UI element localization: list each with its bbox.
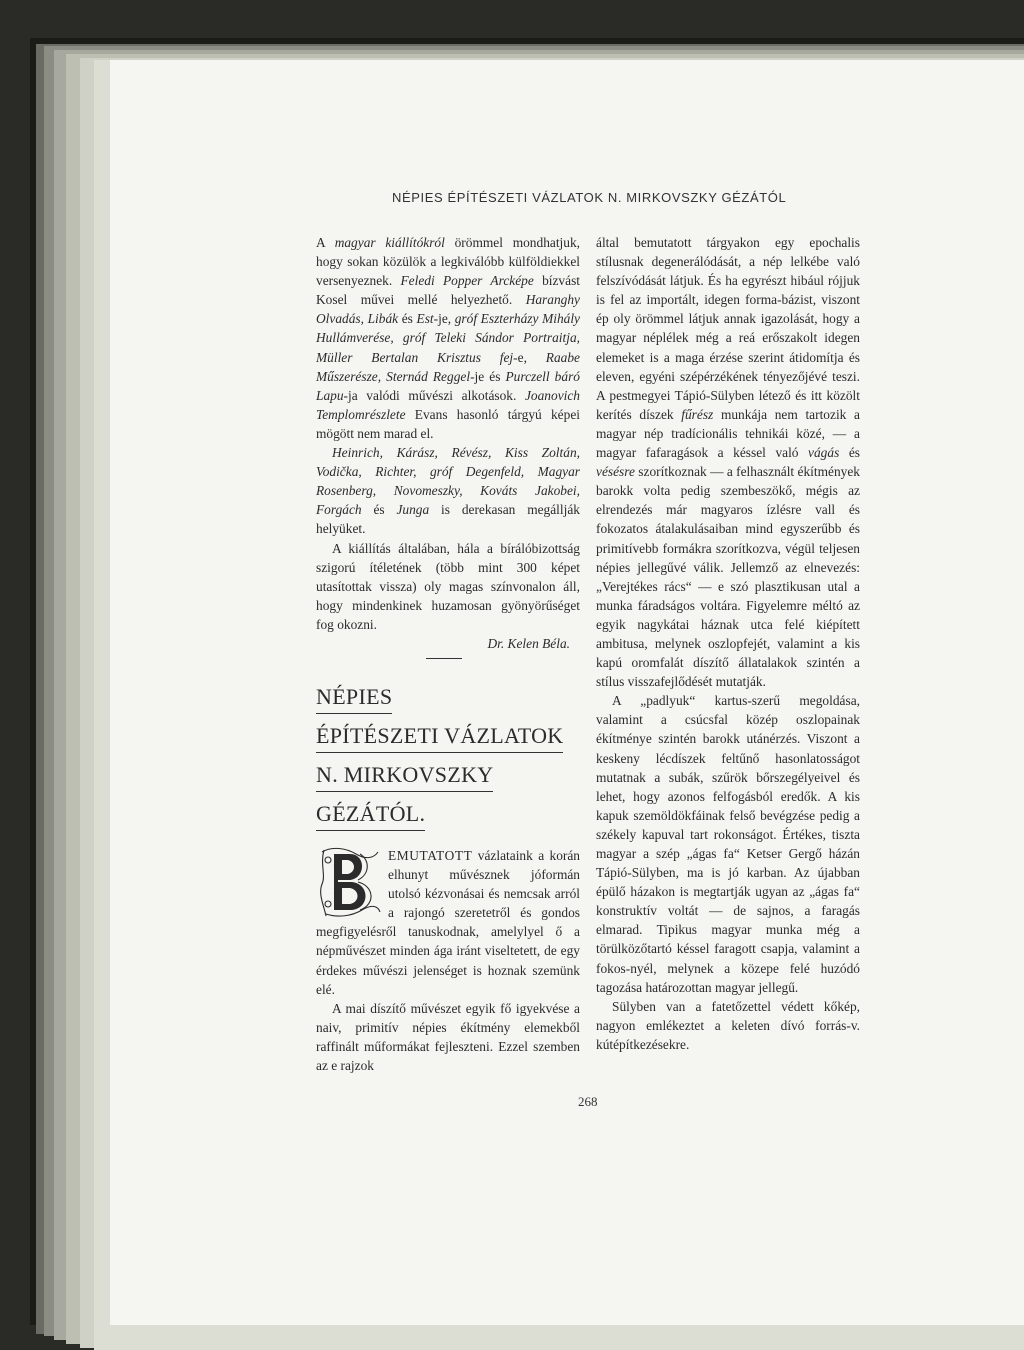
article-paragraph: A „padlyuk“ kartus-szerű megoldása, valamint a csúcsfal közép oszlopainak ékítménye szintén barokk utánérzés. Viszont a keskeny lécdíszek feltűnő hasonlatosságot mutatnak a subák, szűrök bőrszegélyeivel és lehet, hogy azonos felfogásból eredők. A kis kapuk szemöldökfáinak felső bevégzése pedig a székely kapuval tart rokonságot. Értékes, tiszta magyar a szép „ágas fa“ Ketser Gergő házán Tápió-Sülyben, ma is jó karban. Az újabban épülő házakon is megtartják ugyan az „ágas fa“ konstruktív voltát — de sajnos, a faragás elmarad. Tipikus magyar munka még a törülközőtartó késsel faragott csapja, valamint a fokos-nyél, melynek a közepe felé huzódó tagozása határozottan magyar jellegű. <box>596 693 860 995</box>
italic-name: vésésre <box>596 464 635 480</box>
opening-caps: EMUTATOTT <box>388 848 473 863</box>
headline-line: N. MIRKOVSZKY <box>316 762 493 792</box>
headline-line: GÉZÁTÓL. <box>316 801 425 831</box>
opening-text: vázlataink a korán elhunyt művésznek jóformán utolsó kézvonásai és nemcsak arról a rajongó szeretetről és gondos megfigyelésről tanuskodnak, amelylyel ő a népművészet minden ága iránt viseltetett, de egy érdekes művészi jelenséget is hoznak szemünk elé. <box>316 848 580 997</box>
italic-name: Heinrich, Kárász, Révész, Kiss Zoltán, Vodička, Richter, gróf Degenfeld, Magyar Rosenberg, Novomeszky, Kováts Jakobei, Forgách <box>316 445 580 518</box>
article-headline <box>316 684 596 840</box>
italic-name: Raabe Műszerésze, Sternád Reggel <box>316 349 580 384</box>
italic-name: Haranghy Olvadás, Libák <box>316 292 580 327</box>
italic-name: gróf Eszterházy Mihály Hullámverése, gróf Teleki Sándor Portraitja, Müller Bertalan Krisztus fej <box>316 311 581 365</box>
headline-line: ÉPÍTÉSZETI VÁZLATOK <box>316 723 563 753</box>
italic-name: Joanovich Templomrészlete <box>316 387 580 422</box>
article-left-column <box>316 846 580 1075</box>
headline-line: NÉPIES <box>316 684 392 714</box>
italic-name: Est <box>416 311 434 327</box>
review-paragraph: A kiállítás általában, hála a bírálóbizottság szigorú ítéletének (több mint 300 képet utasítottak vissza) oly magas színvonalon áll, hogy mindenkinek huzamosan gyönyörűséget fog okozni. <box>316 540 580 632</box>
review-signature: Dr. Kelen Béla. <box>487 635 570 651</box>
italic-name: fűrész <box>681 406 714 422</box>
italic-name: Purczell báró Lapu <box>316 368 580 403</box>
article-paragraph: által bemutatott tárgyakon egy epochalis stílusnak degenerálódását, a nép lelkébe való felszívódását látjuk. És ha egyrészt hibául rójjuk is fel az importált, idegen forma-bázist, viszont ép oly örömmel látjuk annak igazolását, hogy a magyar néplélek még a reá erőszakolt idegen elemeket is a maga érzése szerint átidomítja és eleven, egyéni szépérzékének tényezőjévé teszi. A pestmegyei Tápió-Sülyben létező és itt közölt kerítés díszek fűrész munkája nem tartozik a magyar nép tradícionális tehnikái közé, — a magyar fafaragások a késsel való vágás és vésésre szorítkoznak — a felhasznált ékítmények barokk volta pedig szembeszökő, mégis az elrendezés már magyaros ízlésre vall és fokozatos átalakulásaiban mind egyszerűbb és primitívebb formákra szorítkozva, végül teljesen népies jellegűvé válik. Jellemző az elnevezés: „Verejtékes rács“ — e szó plasztikusan utal a munka fáradságos voltára. Figyelemre méltó az egyik nagykátai háznak utca felé kiépített ambitusa, melynek oszlopfejét, valamint a kis kapú oromfalát díszítő állatalakok szintén a stílus visszafejlődését mutatják. <box>596 235 860 690</box>
italic-name: Junga <box>396 502 430 518</box>
article-opening-paragraph <box>316 846 580 999</box>
italic-name: vágás <box>808 445 840 461</box>
running-head: NÉPIES ÉPÍTÉSZETI VÁZLATOK N. MIRKOVSZKY GÉZÁTÓL <box>392 190 787 205</box>
article-paragraph: A mai díszítő művészet egyik fő igyekvése a naiv, primitív népies ékítmény elemekből raffinált műformákat fejleszteni. Ezzel szemben az e rajzok <box>316 1000 580 1074</box>
review-column <box>316 233 580 653</box>
decorative-initial-b <box>316 844 384 920</box>
article-paragraph: Sülyben van a fatetőzettel védett kőkép, nagyon emlékeztet a keleten dívó forrás-v. kútépítkezésekre. <box>596 998 860 1052</box>
section-divider <box>426 658 462 659</box>
italic-name: magyar kiállítókról <box>334 235 445 250</box>
review-paragraph: A magyar kiállítókról örömmel mondhatjuk, hogy sokan közülök a legkiválóbb külföldiekkel versenyeznek. Feledi Popper Arcképe bízvást Kosel művei mellé helyezhető. Haranghy Olvadás, Libák és Est-je, gróf Eszterházy Mihály Hullámverése, gróf Teleki Sándor Portraitja, Müller Bertalan Krisztus fej-e, Raabe Műszerésze, Sternád Reggel-je és Purczell báró Lapu-ja valódi művészi alkotások. Joanovich Templomrészlete Evans hasonló tárgyú képei mögött nem marad el. <box>316 235 581 441</box>
review-paragraph: Heinrich, Kárász, Révész, Kiss Zoltán, Vodička, Richter, gróf Degenfeld, Magyar Rosenberg, Novomeszky, Kováts Jakobei, Forgách és Junga is derekasan megállják helyüket. <box>316 445 580 537</box>
article-right-column <box>596 233 860 1054</box>
italic-name: Feledi Popper Arcképe <box>400 273 534 289</box>
page-number: 268 <box>578 1094 598 1109</box>
